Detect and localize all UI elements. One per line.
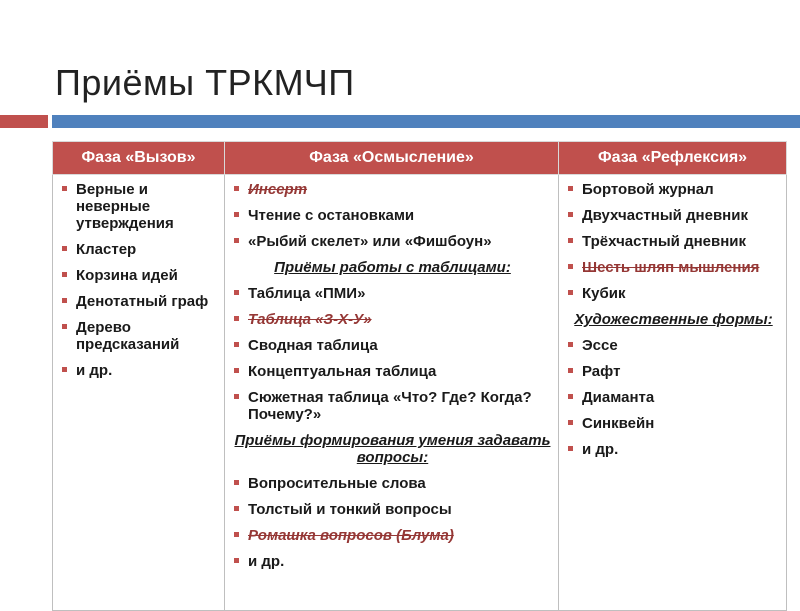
list-item-highlighted: Шесть шляп мышления xyxy=(565,259,782,276)
page-title: Приёмы ТРКМЧП xyxy=(55,62,355,103)
list-item: Кубик xyxy=(565,285,782,302)
list-item: и др. xyxy=(231,553,554,570)
list-item: Рафт xyxy=(565,363,782,380)
list-item: Концептуальная таблица xyxy=(231,363,554,380)
list-item: Корзина идей xyxy=(59,267,220,284)
list-item: Кластер xyxy=(59,241,220,258)
header-phase-reflection: Фаза «Рефлексия» xyxy=(559,142,787,175)
list-item: Сводная таблица xyxy=(231,337,554,354)
list-item: Диаманта xyxy=(565,389,782,406)
column-reflection xyxy=(559,175,787,611)
subheading-art-forms: Художественные формы: xyxy=(574,311,773,328)
header-phase-comprehension: Фаза «Осмысление» xyxy=(225,142,559,175)
table-header-row xyxy=(53,142,787,175)
list-item-highlighted: Ромашка вопросов (Блума) xyxy=(231,527,554,544)
list-item: Сюжетная таблица «Что? Где? Когда? Почему?» xyxy=(231,389,554,423)
subheading-questions: Приёмы формирования умения задавать вопросы: xyxy=(234,432,551,466)
list-item: Толстый и тонкий вопросы xyxy=(231,501,554,518)
list-item: Верные и неверные утверждения xyxy=(59,181,220,232)
list-item-highlighted: Инсерт xyxy=(231,181,554,198)
list-item: Бортовой журнал xyxy=(565,181,782,198)
list-item: Вопросительные слова xyxy=(231,475,554,492)
accent-bar-blue xyxy=(52,115,800,128)
column-comprehension xyxy=(225,175,559,611)
list-item: Трёхчастный дневник xyxy=(565,233,782,250)
list-item: Дерево предсказаний xyxy=(59,319,220,353)
column-challenge xyxy=(53,175,225,611)
subheading-tables: Приёмы работы с таблицами: xyxy=(274,259,511,276)
list-item: Чтение с остановками xyxy=(231,207,554,224)
techniques-table xyxy=(52,141,787,611)
table-body-row xyxy=(53,175,787,611)
accent-bar-red xyxy=(0,115,48,128)
header-phase-challenge: Фаза «Вызов» xyxy=(53,142,225,175)
list-item: Денотатный граф xyxy=(59,293,220,310)
list-item-highlighted: Таблица «З-Х-У» xyxy=(231,311,554,328)
list-item: Двухчастный дневник xyxy=(565,207,782,224)
list-item: Синквейн xyxy=(565,415,782,432)
list-item: и др. xyxy=(565,441,782,458)
list-item: «Рыбий скелет» или «Фишбоун» xyxy=(231,233,554,250)
list-item: Эссе xyxy=(565,337,782,354)
list-item: Таблица «ПМИ» xyxy=(231,285,554,302)
list-item: и др. xyxy=(59,362,220,379)
